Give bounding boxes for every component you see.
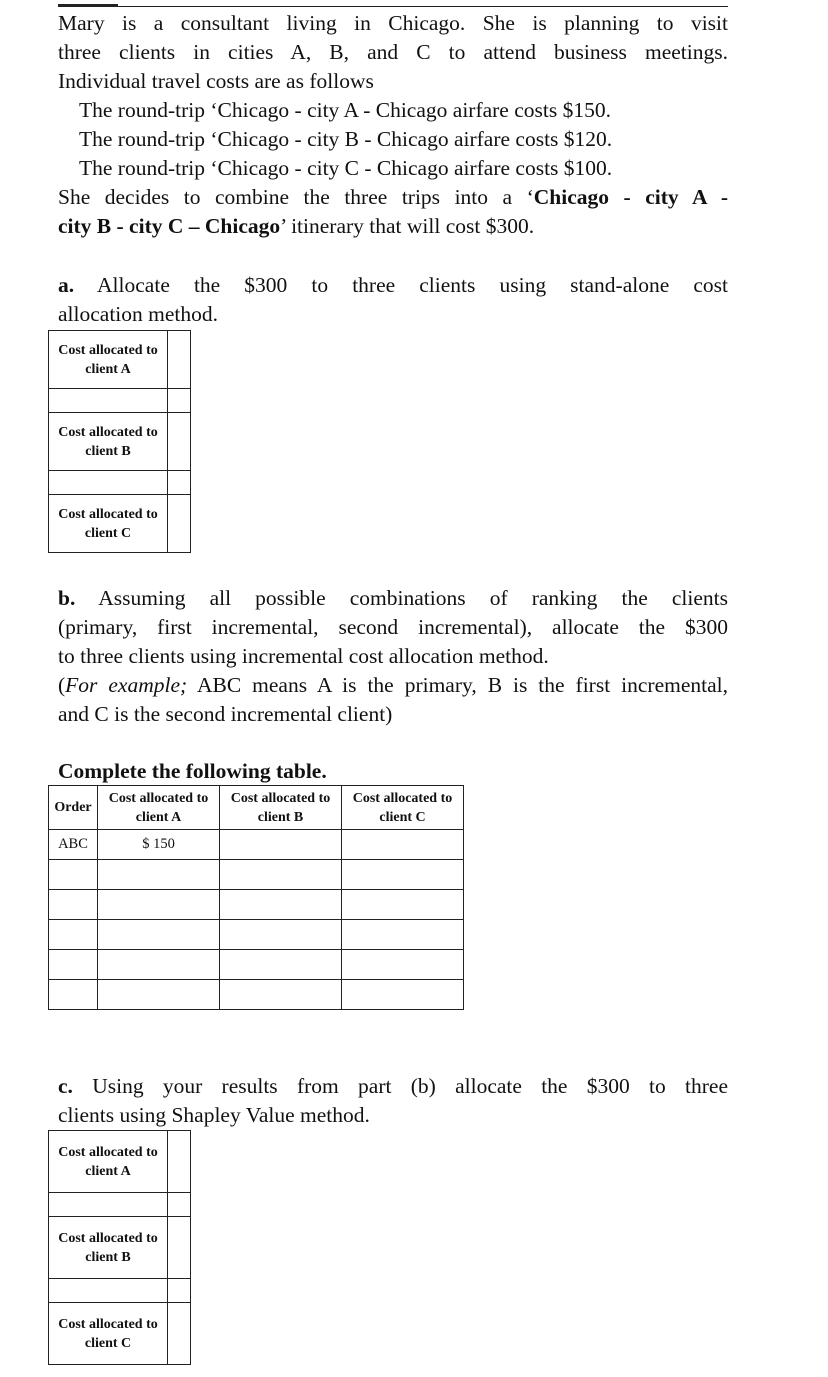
spacer-cell	[49, 1193, 168, 1217]
cost-line-b: The round-trip ‘Chicago - city B - Chicago airfare costs $120.	[79, 127, 613, 151]
standalone-table	[48, 330, 191, 553]
intro-line-2: three clients in cities A, B, and C to attend business meetings.	[58, 40, 728, 64]
example-italic: For example;	[65, 673, 188, 697]
table-heading: Complete the following table.	[58, 759, 327, 783]
shapley-table	[48, 1130, 191, 1365]
cost-line-c: The round-trip ‘Chicago - city C - Chicago airfare costs $100.	[79, 156, 613, 180]
client-a-cell[interactable]	[98, 950, 220, 980]
header-order: Order	[49, 786, 98, 830]
client-c-cell[interactable]	[342, 830, 464, 860]
client-a-cell[interactable]	[98, 920, 220, 950]
client-c-cell[interactable]	[342, 860, 464, 890]
part-b-line-2: (primary, first incremental, second incremental), allocate the $300	[58, 615, 728, 639]
part-a-text: Allocate the $300 to three clients using stand-alone cost	[97, 273, 728, 297]
client-b-cell[interactable]	[220, 950, 342, 980]
client-c-cell[interactable]	[342, 980, 464, 1010]
standalone-answer-b[interactable]	[168, 413, 191, 471]
order-cell[interactable]	[49, 920, 98, 950]
header-client-a: Cost allocated to client A	[98, 786, 220, 830]
part-a-label: a.	[58, 273, 75, 297]
shapley-label-b: Cost allocated to client B	[49, 1217, 168, 1279]
spacer-cell	[49, 471, 168, 495]
part-b-line-1	[58, 584, 728, 613]
client-c-cell[interactable]	[342, 950, 464, 980]
top-rule	[58, 6, 728, 7]
spacer-cell	[168, 471, 191, 495]
part-c-label: c.	[58, 1074, 73, 1098]
header-client-b: Cost allocated to client B	[220, 786, 342, 830]
client-b-cell[interactable]	[220, 860, 342, 890]
combine-pre: She decides to combine the three trips into a ‘	[58, 185, 534, 209]
order-cell[interactable]	[49, 860, 98, 890]
client-b-cell[interactable]	[220, 830, 342, 860]
client-b-cell[interactable]	[220, 980, 342, 1010]
combine-bold-1: Chicago - city A -	[533, 185, 728, 209]
shapley-answer-a[interactable]	[168, 1131, 191, 1193]
combine-bold-2: city B - city C – Chicago	[58, 214, 281, 238]
spacer-cell	[168, 1193, 191, 1217]
client-a-cell[interactable]	[98, 980, 220, 1010]
combine-line-1	[58, 183, 728, 212]
part-c-line-2: clients using Shapley Value method.	[58, 1103, 370, 1127]
intro-line-3: Individual travel costs are as follows	[58, 69, 374, 93]
table-row	[49, 860, 464, 890]
client-a-cell[interactable]	[98, 890, 220, 920]
shapley-answer-b[interactable]	[168, 1217, 191, 1279]
incremental-table	[48, 785, 464, 1010]
client-a-cell[interactable]	[98, 860, 220, 890]
part-b-text: Assuming all possible combinations of ranking the clients	[98, 586, 728, 610]
order-cell[interactable]	[49, 980, 98, 1010]
order-cell: ABC	[49, 830, 98, 860]
spacer-cell	[49, 1279, 168, 1303]
shapley-label-c: Cost allocated to client C	[49, 1303, 168, 1365]
client-b-cell[interactable]	[220, 890, 342, 920]
client-a-cell[interactable]: $ 150	[98, 830, 220, 860]
part-c-line-1	[58, 1072, 728, 1101]
example-rest: ABC means A is the primary, B is the first incremental,	[187, 673, 728, 697]
client-c-cell[interactable]	[342, 890, 464, 920]
spacer-cell	[49, 389, 168, 413]
part-a-line-2: allocation method.	[58, 302, 219, 326]
standalone-label-b: Cost allocated to client B	[49, 413, 168, 471]
shapley-label-a: Cost allocated to client A	[49, 1131, 168, 1193]
intro-line-1: Mary is a consultant living in Chicago. She is planning to visit	[58, 11, 728, 35]
combine-line-2	[58, 212, 728, 241]
spacer-cell	[168, 389, 191, 413]
client-b-cell[interactable]	[220, 920, 342, 950]
combine-post: ’ itinerary that will cost $300.	[280, 214, 535, 238]
part-a-line-1	[58, 271, 728, 300]
spacer-cell	[168, 1279, 191, 1303]
part-c-text: Using your results from part (b) allocate the $300 to three	[92, 1074, 728, 1098]
part-b-label: b.	[58, 586, 76, 610]
standalone-answer-a[interactable]	[168, 331, 191, 389]
header-client-c: Cost allocated to client C	[342, 786, 464, 830]
table-row	[49, 890, 464, 920]
client-c-cell[interactable]	[342, 920, 464, 950]
part-b-example-1	[58, 671, 728, 700]
cropped-heading-fragment	[58, 0, 118, 6]
table-row	[49, 950, 464, 980]
standalone-label-a: Cost allocated to client A	[49, 331, 168, 389]
shapley-answer-c[interactable]	[168, 1303, 191, 1365]
table-row	[49, 980, 464, 1010]
part-b-example-2: and C is the second incremental client)	[58, 702, 393, 726]
part-b-line-3: to three clients using incremental cost allocation method.	[58, 644, 549, 668]
table-row	[49, 830, 464, 860]
standalone-answer-c[interactable]	[168, 495, 191, 553]
standalone-label-c: Cost allocated to client C	[49, 495, 168, 553]
table-row	[49, 920, 464, 950]
order-cell[interactable]	[49, 890, 98, 920]
order-cell[interactable]	[49, 950, 98, 980]
example-open: (	[58, 673, 66, 697]
cost-line-a: The round-trip ‘Chicago - city A - Chicago airfare costs $150.	[79, 98, 611, 122]
